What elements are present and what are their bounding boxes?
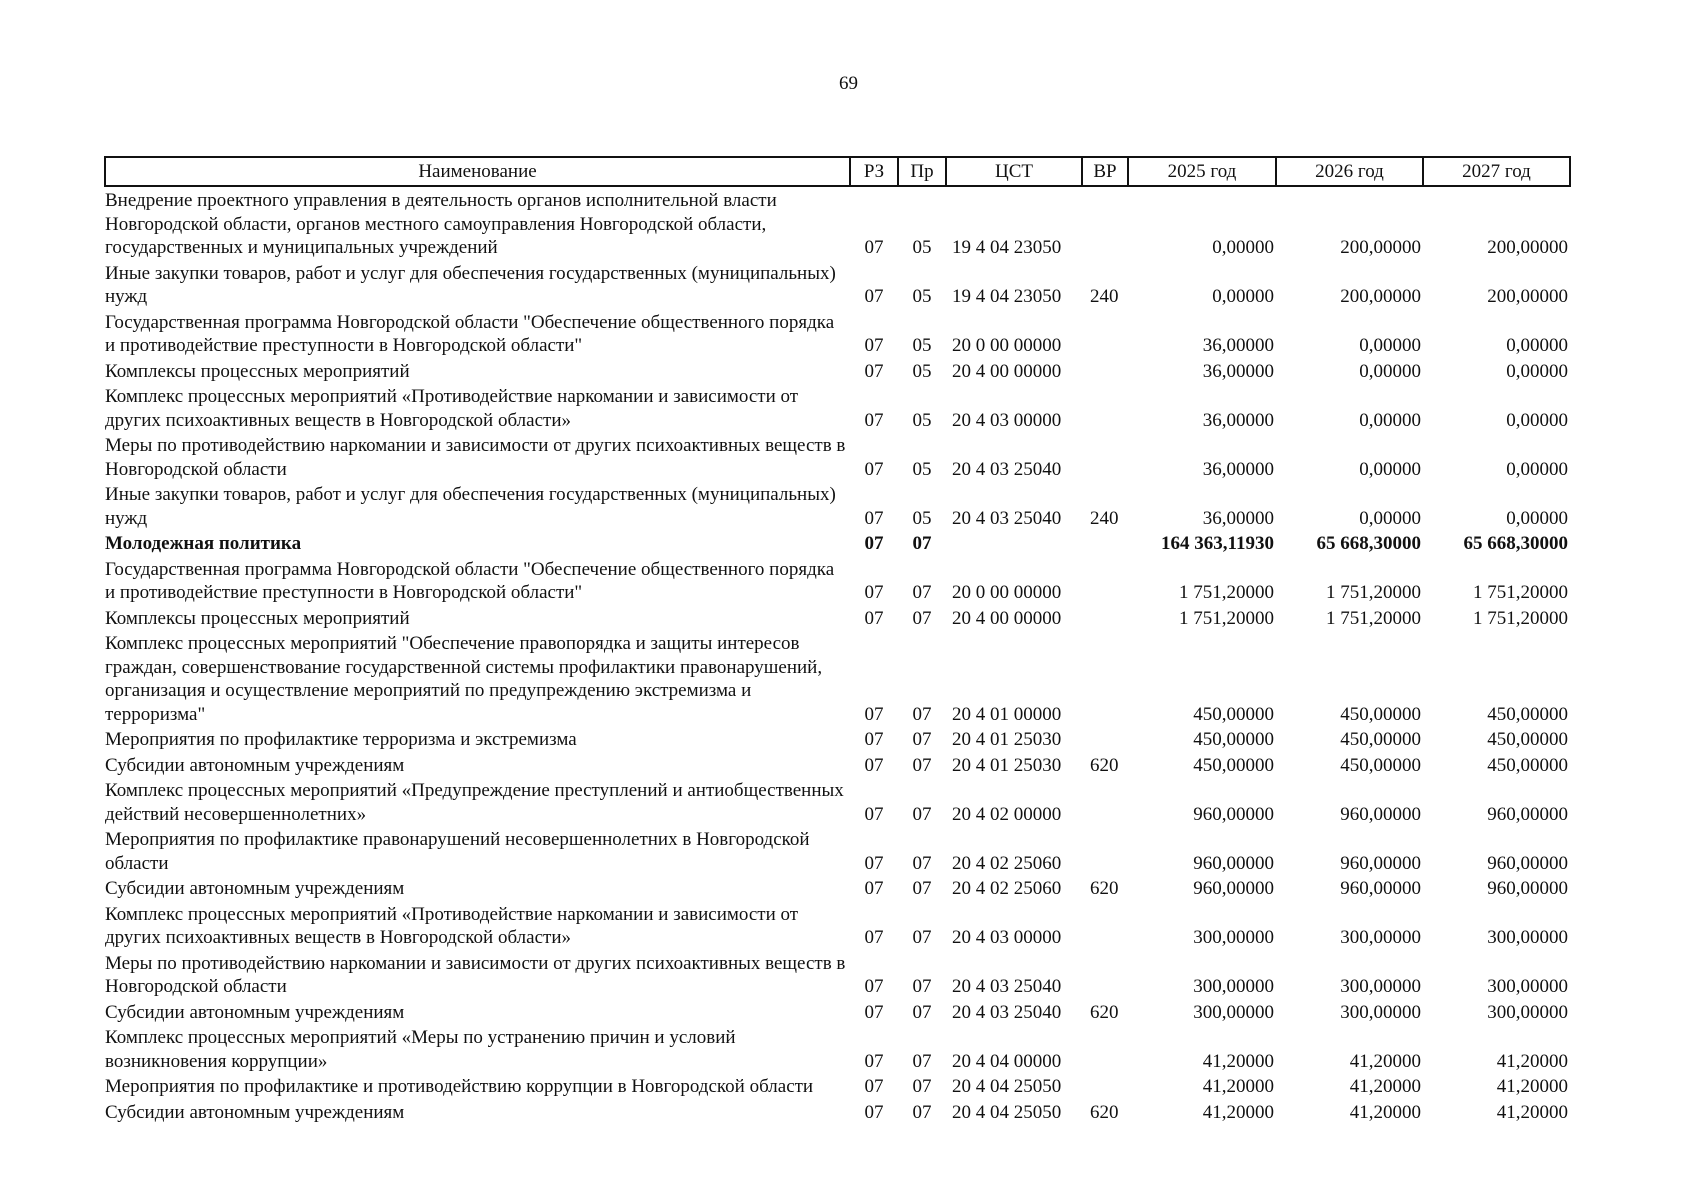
header-2025: 2025 год: [1128, 157, 1276, 186]
cell-2025: 36,00000: [1202, 360, 1274, 382]
cell-cst: 20 4 03 00000: [952, 927, 1062, 948]
cell-2027: 960,00000: [1487, 803, 1568, 825]
cell-pr: 07: [912, 927, 932, 948]
cell-pr: 05: [912, 507, 932, 529]
budget-table: [104, 156, 1571, 1124]
cell-rz: 07: [864, 1101, 884, 1123]
table-row: [105, 432, 1570, 481]
cell-2026: 41,20000: [1349, 1050, 1421, 1072]
cell-2026: 1 751,20000: [1326, 582, 1421, 603]
cell-2027: 450,00000: [1487, 754, 1568, 776]
cell-2026: 200,00000: [1340, 237, 1421, 258]
cell-pr: 07: [912, 803, 932, 825]
cell-2027: 41,20000: [1496, 1050, 1568, 1072]
cell-name: Мероприятия по профилактике правонарушений несовершеннолетних в Новгородской области: [105, 829, 810, 874]
cell-vr: 240: [1090, 507, 1119, 529]
cell-cst: 19 4 04 23050: [952, 286, 1062, 307]
cell-vr: [1082, 186, 1128, 260]
cell-cst: 20 4 00 00000: [952, 360, 1062, 382]
cell-cst: 20 4 04 25050: [952, 1101, 1062, 1123]
cell-2027: 0,00000: [1506, 507, 1568, 529]
cell-2027: 0,00000: [1506, 458, 1568, 480]
cell-2025: 300,00000: [1193, 927, 1274, 948]
cell-rz: 07: [864, 1001, 884, 1023]
cell-cst: 20 4 03 25040: [952, 507, 1062, 529]
cell-2025: 0,00000: [1212, 286, 1274, 307]
cell-cst: 20 4 03 25040: [952, 976, 1062, 997]
cell-rz: 07: [864, 607, 884, 629]
cell-rz: 07: [864, 360, 884, 382]
table-row: [105, 1073, 1570, 1099]
cell-vr: [1082, 556, 1128, 605]
cell-2026: 450,00000: [1340, 703, 1421, 725]
header-2027: 2027 год: [1423, 157, 1570, 186]
cell-rz: 07: [864, 803, 884, 825]
cell-pr: 07: [912, 1076, 932, 1097]
cell-2025: 164 363,11930: [1161, 533, 1274, 554]
cell-2025: 300,00000: [1193, 1001, 1274, 1023]
table-row: [105, 186, 1570, 260]
cell-2027: 1 751,20000: [1473, 582, 1568, 603]
cell-pr: 07: [912, 729, 932, 750]
cell-2026: 0,00000: [1359, 507, 1421, 529]
cell-vr: [1082, 432, 1128, 481]
table-row: [105, 309, 1570, 358]
cell-2025: 960,00000: [1193, 803, 1274, 825]
cell-pr: 05: [912, 458, 932, 480]
cell-2025: 960,00000: [1193, 878, 1274, 899]
cell-2025: 41,20000: [1202, 1101, 1274, 1123]
cell-cst: 20 4 01 25030: [952, 729, 1062, 750]
cell-2025: 1 751,20000: [1179, 582, 1274, 603]
cell-2027: 300,00000: [1487, 976, 1568, 997]
table-row: [105, 777, 1570, 826]
cell-2025: 36,00000: [1202, 409, 1274, 431]
cell-2027: 300,00000: [1487, 927, 1568, 948]
table-header: [105, 157, 1570, 186]
cell-name: Субсидии автономным учреждениям: [105, 1001, 405, 1023]
cell-2025: 36,00000: [1202, 458, 1274, 480]
cell-vr: 620: [1090, 1001, 1119, 1023]
table-row: [105, 630, 1570, 726]
cell-vr: 620: [1090, 1101, 1119, 1123]
cell-2026: 65 668,30000: [1316, 533, 1421, 554]
cell-pr: 07: [912, 878, 932, 899]
cell-rz: 07: [864, 703, 884, 725]
table-row: [105, 481, 1570, 530]
cell-pr: 07: [912, 1050, 932, 1072]
table-row: [105, 1099, 1570, 1125]
cell-2027: 65 668,30000: [1463, 533, 1568, 554]
cell-pr: 05: [912, 360, 932, 382]
cell-2027: 960,00000: [1487, 878, 1568, 899]
cell-name: Комплексы процессных мероприятий: [105, 360, 410, 382]
table-row: [105, 999, 1570, 1025]
cell-name: Комплекс процессных мероприятий «Противодействие наркомании и зависимости от других психоактивных веществ в Новгородской области»: [105, 386, 799, 431]
cell-cst: 20 4 00 00000: [952, 607, 1062, 629]
cell-pr: 07: [912, 1001, 932, 1023]
cell-cst: 20 4 03 25040: [952, 1001, 1062, 1023]
cell-cst: 19 4 04 23050: [952, 237, 1062, 258]
cell-vr: [1082, 358, 1128, 384]
cell-2027: 200,00000: [1487, 286, 1568, 307]
cell-vr: [1082, 726, 1128, 752]
table-row: [105, 901, 1570, 950]
cell-vr: [1082, 901, 1128, 950]
cell-name: Иные закупки товаров, работ и услуг для обеспечения государственных (муниципальных) нужд: [105, 484, 836, 529]
cell-cst: 20 4 01 25030: [952, 754, 1062, 776]
cell-2025: 36,00000: [1202, 335, 1274, 356]
cell-pr: 07: [912, 533, 932, 554]
table-row: [105, 530, 1570, 556]
cell-2027: 450,00000: [1487, 703, 1568, 725]
cell-cst: 20 4 04 00000: [952, 1050, 1062, 1072]
cell-cst: 20 0 00 00000: [952, 582, 1062, 603]
cell-cst: 20 4 02 00000: [952, 803, 1062, 825]
cell-2026: 300,00000: [1340, 1001, 1421, 1023]
cell-pr: 05: [912, 286, 932, 307]
cell-2027: 960,00000: [1487, 852, 1568, 874]
cell-pr: 07: [912, 703, 932, 725]
page-number: 69: [839, 73, 858, 94]
cell-2026: 0,00000: [1359, 409, 1421, 431]
cell-pr: 07: [912, 1101, 932, 1123]
cell-vr: [1082, 1024, 1128, 1073]
cell-name: Комплекс процессных мероприятий «Меры по устранению причин и условий возникновения коррупции»: [105, 1027, 736, 1072]
cell-2025: 450,00000: [1193, 703, 1274, 725]
table-row: [105, 260, 1570, 309]
cell-cst: 20 4 03 00000: [952, 409, 1062, 431]
cell-vr: [1082, 630, 1128, 726]
cell-pr: 05: [912, 409, 932, 431]
cell-rz: 07: [864, 507, 884, 529]
cell-pr: 07: [912, 582, 932, 603]
cell-vr: [1082, 777, 1128, 826]
cell-rz: 07: [864, 878, 884, 899]
cell-name: Мероприятия по профилактике и противодействию коррупции в Новгородской области: [105, 1076, 814, 1097]
header-2026: 2026 год: [1276, 157, 1423, 186]
cell-name: Комплексы процессных мероприятий: [105, 607, 410, 629]
table-row: [105, 383, 1570, 432]
cell-2025: 960,00000: [1193, 852, 1274, 874]
cell-2026: 300,00000: [1340, 976, 1421, 997]
cell-2026: 41,20000: [1349, 1101, 1421, 1123]
cell-2026: 0,00000: [1359, 360, 1421, 382]
cell-name: Комплекс процессных мероприятий "Обеспечение правопорядка и защиты интересов граждан, совершенствование государственной системы профилактики правонарушений, организация и осуществление мероприятий по предупреждению экстремизма и терроризма": [105, 633, 823, 725]
cell-2025: 36,00000: [1202, 507, 1274, 529]
cell-vr: [1082, 826, 1128, 875]
cell-2026: 450,00000: [1340, 754, 1421, 776]
cell-name: Субсидии автономным учреждениям: [105, 754, 405, 776]
cell-2026: 960,00000: [1340, 852, 1421, 874]
cell-2026: 450,00000: [1340, 729, 1421, 750]
cell-2026: 960,00000: [1340, 878, 1421, 899]
cell-vr: 620: [1090, 878, 1119, 899]
table-row: [105, 826, 1570, 875]
cell-name: Субсидии автономным учреждениям: [105, 1101, 405, 1123]
table-row: [105, 605, 1570, 631]
cell-2027: 41,20000: [1496, 1101, 1568, 1123]
cell-pr: 07: [912, 852, 932, 874]
cell-name: Меры по противодействию наркомании и зависимости от других психоактивных веществ в Новгородской области: [105, 435, 846, 480]
cell-rz: 07: [864, 1076, 884, 1097]
cell-2027: 0,00000: [1506, 409, 1568, 431]
cell-pr: 05: [912, 237, 932, 258]
cell-2027: 41,20000: [1496, 1076, 1568, 1097]
cell-2025: 300,00000: [1193, 976, 1274, 997]
cell-rz: 07: [864, 237, 884, 258]
cell-2026: 0,00000: [1359, 335, 1421, 356]
table-row: [105, 875, 1570, 901]
cell-rz: 07: [864, 533, 884, 554]
cell-2025: 41,20000: [1202, 1076, 1274, 1097]
table-body: [105, 186, 1570, 1124]
cell-cst: 20 0 00 00000: [952, 335, 1062, 356]
cell-vr: [1082, 605, 1128, 631]
cell-2027: 1 751,20000: [1473, 607, 1568, 629]
cell-2027: 450,00000: [1487, 729, 1568, 750]
cell-pr: 07: [912, 607, 932, 629]
cell-rz: 07: [864, 1050, 884, 1072]
cell-rz: 07: [864, 582, 884, 603]
cell-name: Иные закупки товаров, работ и услуг для обеспечения государственных (муниципальных) нужд: [105, 262, 836, 307]
table-row: [105, 556, 1570, 605]
cell-2026: 0,00000: [1359, 458, 1421, 480]
cell-rz: 07: [864, 754, 884, 776]
cell-2026: 200,00000: [1340, 286, 1421, 307]
cell-vr: [1082, 1073, 1128, 1099]
cell-name: Молодежная политика: [105, 533, 302, 554]
cell-cst: 20 4 01 00000: [952, 703, 1062, 725]
header-cst: ЦСТ: [946, 157, 1082, 186]
cell-rz: 07: [864, 976, 884, 997]
cell-name: Меры по противодействию наркомании и зависимости от других психоактивных веществ в Новгородской области: [105, 952, 846, 997]
cell-rz: 07: [864, 335, 884, 356]
cell-name: Комплекс процессных мероприятий «Противодействие наркомании и зависимости от других психоактивных веществ в Новгородской области»: [105, 903, 799, 948]
cell-2026: 41,20000: [1349, 1076, 1421, 1097]
cell-2025: 450,00000: [1193, 729, 1274, 750]
cell-2025: 0,00000: [1212, 237, 1274, 258]
cell-cst: 20 4 02 25060: [952, 878, 1062, 899]
cell-2026: 960,00000: [1340, 803, 1421, 825]
cell-2027: 200,00000: [1487, 237, 1568, 258]
header-pr: Пр: [898, 157, 946, 186]
cell-name: Субсидии автономным учреждениям: [105, 878, 405, 899]
cell-vr: [1082, 383, 1128, 432]
table-row: [105, 752, 1570, 778]
cell-2025: 450,00000: [1193, 754, 1274, 776]
cell-2027: 0,00000: [1506, 360, 1568, 382]
table-row: [105, 1024, 1570, 1073]
cell-cst: 20 4 04 25050: [952, 1076, 1062, 1097]
cell-2026: 1 751,20000: [1326, 607, 1421, 629]
cell-name: Государственная программа Новгородской области "Обеспечение общественного порядка и противодействие преступности в Новгородской области": [105, 311, 835, 356]
cell-cst: [946, 530, 1082, 556]
cell-name: Внедрение проектного управления в деятельность органов исполнительной власти Новгородской области, органов местного самоуправления Новгородской области, государственных и муниципальных учреждений: [105, 190, 777, 258]
cell-rz: 07: [864, 286, 884, 307]
cell-rz: 07: [864, 729, 884, 750]
table-row: [105, 950, 1570, 999]
cell-name: Комплекс процессных мероприятий «Предупреждение преступлений и антиобщественных действий несовершеннолетних»: [105, 780, 844, 825]
cell-2025: 41,20000: [1202, 1050, 1274, 1072]
cell-name: Государственная программа Новгородской области "Обеспечение общественного порядка и противодействие преступности в Новгородской области": [105, 558, 835, 603]
table-row: [105, 358, 1570, 384]
cell-2027: 0,00000: [1506, 335, 1568, 356]
cell-vr: [1082, 530, 1128, 556]
cell-pr: 07: [912, 976, 932, 997]
cell-vr: 620: [1090, 754, 1119, 776]
cell-cst: 20 4 02 25060: [952, 852, 1062, 874]
cell-cst: 20 4 03 25040: [952, 458, 1062, 480]
cell-2026: 300,00000: [1340, 927, 1421, 948]
cell-pr: 07: [912, 754, 932, 776]
table-row: [105, 726, 1570, 752]
cell-rz: 07: [864, 852, 884, 874]
cell-vr: 240: [1090, 286, 1119, 307]
cell-2025: 1 751,20000: [1179, 607, 1274, 629]
cell-2027: 300,00000: [1487, 1001, 1568, 1023]
cell-rz: 07: [864, 409, 884, 431]
cell-pr: 05: [912, 335, 932, 356]
header-name: Наименование: [105, 157, 850, 186]
cell-vr: [1082, 950, 1128, 999]
cell-vr: [1082, 309, 1128, 358]
header-row: [105, 157, 1570, 186]
cell-name: Мероприятия по профилактике терроризма и экстремизма: [105, 729, 577, 750]
cell-rz: 07: [864, 458, 884, 480]
cell-rz: 07: [864, 927, 884, 948]
header-vr: ВР: [1082, 157, 1128, 186]
header-rz: РЗ: [850, 157, 898, 186]
